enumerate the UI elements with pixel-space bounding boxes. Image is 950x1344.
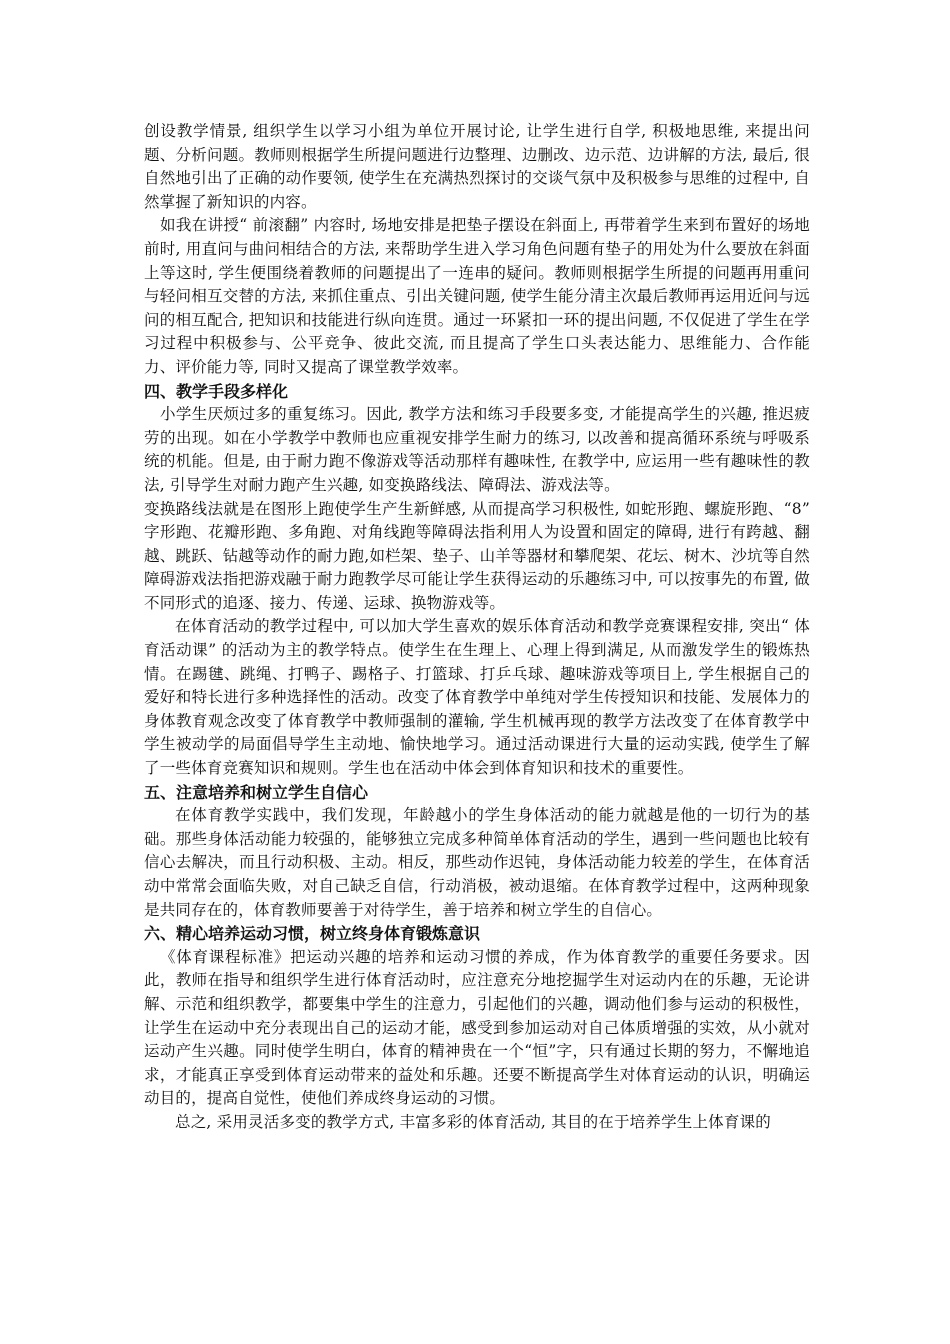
paragraph-5: 在体育活动的教学过程中, 可以加大学生喜欢的娱乐体育活动和教学竞赛课程安排, 突出“ 体育活动课” 的活动为主的教学特点。使学生在生理上、心理上得到满足, 从而激发学生的锻炼热情。在踢毽、跳绳、打鸭子、踢格子、打篮球、打乒乓球、趣味游戏等项目上, 学生根据自己的爱好和特长进行多种选择性的活动。改变了体育教学中单纯对学生传授知识和技能、发展体力的身体教育观念改变了体育教学中教师强制的灌输, 学生机械再现的教学方法改变了在体育教学中学生被动学的局面倡导学生主动地、愉快地学习。通过活动课进行大量的运动实践, 使学生了解了一些体育竞赛知识和规则。学生也在活动中体会到体育知识和技术的重要性。	[144, 617, 810, 778]
section-heading-6: 六、精心培养运动习惯，树立终身体育锻炼意识	[144, 924, 481, 944]
paragraph-4: 变换路线法就是在图形上跑使学生产生新鲜感, 从而提高学习积极性, 如蛇形跑、螺旋形跑、“8” 字形跑、花瓣形跑、多角跑、对角线跑等障碍法指利用人为设置和固定的障碍, 进行有跨越、翻越、跳跃、钻越等动作的耐力跑,如栏架、垫子、山羊等器材和攀爬架、花坛、树木、沙坑等自然障碍游戏法指把游戏融于耐力跑教学尽可能让学生获得运动的乐趣练习中, 可以按事先的布置, 做不同形式的追逐、接力、传递、运球、换物游戏等。	[144, 499, 810, 612]
paragraph-2: 如我在讲授“ 前滚翻” 内容时, 场地安排是把垫子摆设在斜面上, 再带着学生来到布置好的场地前时, 用直问与曲问相结合的方法, 来帮助学生进入学习角色问题有垫子的用处为什么要放在斜面上等这时, 学生便围绕着教师的问题提出了一连串的疑问。教师则根据学生所提的问题再用重问与轻问相互交替的方法, 来抓住重点、引出关键问题, 使学生能分清主次最后教师再运用近问与远问的相互配合, 把知识和技能进行纵向连贯。通过一环紧扣一环的提出问题, 不仅促进了学生在学习过程中积极参与、公平竞争、彼此交流, 而且提高了学生口头表达能力、思维能力、合作能力、评价能力等, 同时又提高了课堂教学效率。	[144, 216, 810, 376]
paragraph-1: 创设教学情景, 组织学生以学习小组为单位开展讨论, 让学生进行自学, 积极地思维, 来提出问题、分析问题。教师则根据学生所提问题进行边整理、边删改、边示范、边讲解的方法, 最后, 很自然地引出了正确的动作要领, 使学生在充满热烈探讨的交谈气氛中及积极参与思维的过程中, 自然掌握了新知识的内容。	[144, 122, 810, 211]
paragraph-3: 小学生厌烦过多的重复练习。因此, 教学方法和练习手段要多变, 才能提高学生的兴趣, 推迟疲劳的出现。如在小学教学中教师也应重视安排学生耐力的练习, 以改善和提高循环系统与呼吸系统的机能。但是, 由于耐力跑不像游戏等活动那样有趣味性, 在教学中, 应运用一些有趣味性的教法, 引导学生对耐力跑产生兴趣, 如变换路线法、障碍法、游戏法等。	[144, 405, 810, 494]
paragraph-7: 《体育课程标准》把运动兴趣的培养和运动习惯的养成，作为体育教学的重要任务要求。因此，教师在指导和组织学生进行体育活动时，应注意充分地挖掘学生对运动内在的乐趣，无论讲解、示范和组织教学，都要集中学生的注意力，引起他们的兴趣，调动他们参与运动的积极性，让学生在运动中充分表现出自己的运动才能，感受到参加运动对自己体质增强的实效，从小就对运动产生兴趣。同时使学生明白，体育的精神贵在一个“恒”字，只有通过长期的努力，不懈地追求，才能真正享受到体育运动带来的益处和乐趣。还要不断提高学生对体育运动的认识，明确运动目的，提高自觉性，使他们养成终身运动的习惯。	[144, 947, 810, 1108]
document-page	[144, 120, 810, 1135]
section-heading-4: 四、教学手段多样化	[144, 381, 289, 401]
paragraph-6: 在体育教学实践中，我们发现，年龄越小的学生身体活动的能力就越是他的一切行为的基础。那些身体活动能力较强的，能够独立完成多种简单体育活动的学生，遇到一些问题也比较有信心去解决，而且行动积极、主动。相反，那些动作迟钝，身体活动能力较差的学生，在体育活动中常常会面临失败，对自己缺乏自信，行动消极，被动退缩。在体育教学过程中，这两种现象是共同存在的，体育教师要善于对待学生，善于培养和树立学生的自信心。	[144, 806, 810, 919]
paragraph-8: 总之, 采用灵活多变的教学方式, 丰富多彩的体育活动, 其目的在于培养学生上体育课的	[175, 1112, 771, 1131]
section-heading-5: 五、注意培养和树立学生自信心	[144, 782, 369, 802]
